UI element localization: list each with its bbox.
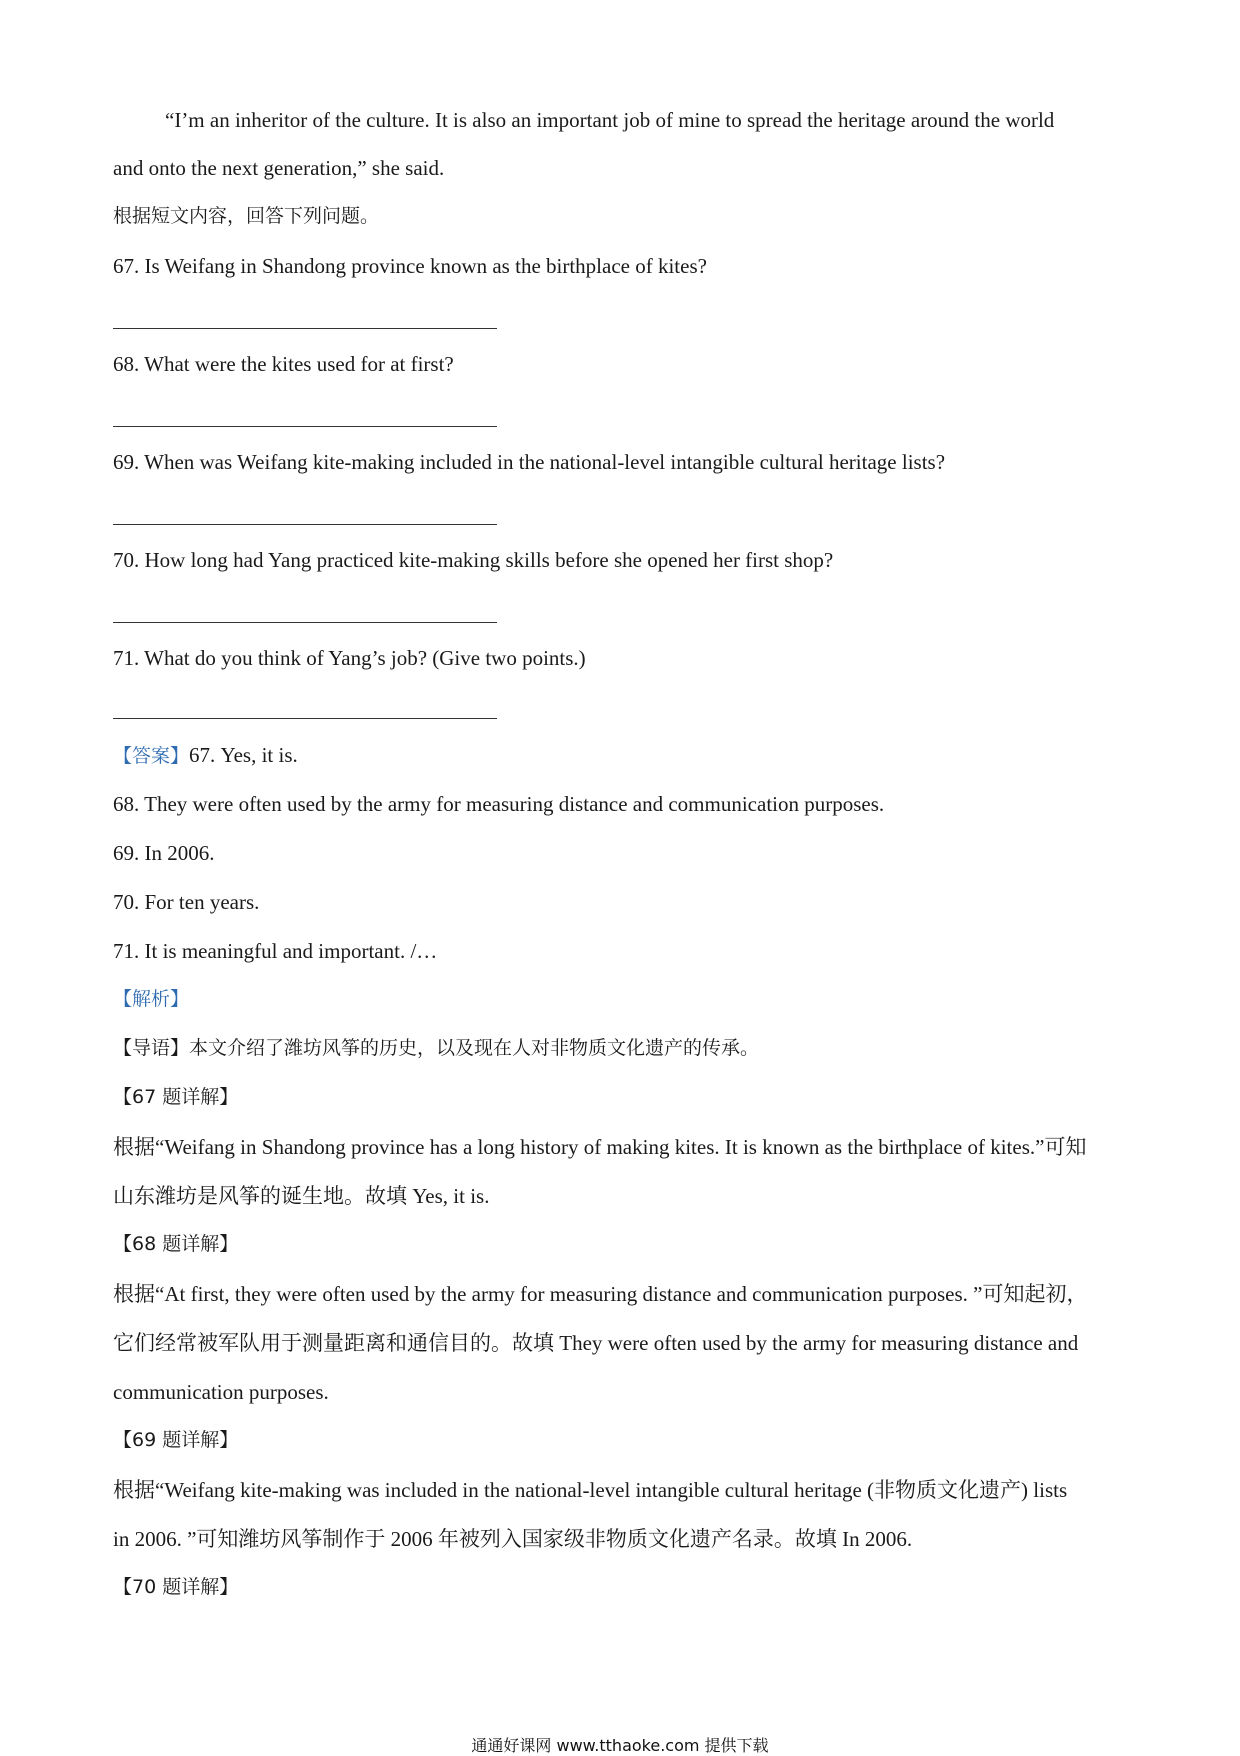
q67-heading: 【67 题详解】 [113, 1086, 239, 1108]
q67-explanation-line-2: 山东潍坊是风筝的诞生地。故填 Yes, it is. [113, 1184, 490, 1208]
answer-blank-68[interactable] [113, 426, 497, 427]
q68-explanation-line-2: 它们经常被军队用于测量距离和通信目的。故填 They were often used by the army for measuring distance and [113, 1331, 1079, 1355]
instruction: 根据短文内容，回答下列问题。 [113, 205, 380, 227]
passage-quote-line-2: and onto the next generation,” she said. [113, 156, 445, 180]
page-footer: 通通好课网 www.tthaoke.com 提供下载 [471, 1736, 769, 1755]
q68-explanation-line-1: 根据“At first, they were often used by the army for measuring distance and communication purposes. ”可知起初， [113, 1282, 1088, 1306]
question-69: 69. When was Weifang kite-making included in the national-level intangible cultural heritage lists? [113, 450, 946, 474]
question-67: 67. Is Weifang in Shandong province known as the birthplace of kites? [113, 254, 707, 278]
answer-70: 70. For ten years. [113, 890, 260, 914]
answer-blank-67[interactable] [113, 328, 497, 329]
answer-68: 68. They were often used by the army for measuring distance and communication purposes. [113, 792, 885, 816]
q67-explanation-line-1: 根据“Weifang in Shandong province has a long history of making kites. It is known as the birthplace of kites.”可知 [113, 1135, 1087, 1159]
q68-heading: 【68 题详解】 [113, 1233, 239, 1255]
question-68: 68. What were the kites used for at first? [113, 352, 454, 376]
answer-67: 67. Yes, it is. [189, 743, 298, 767]
q70-heading: 【70 题详解】 [113, 1576, 239, 1598]
question-70: 70. How long had Yang practiced kite-making skills before she opened her first shop? [113, 548, 834, 572]
answers-label: 【答案】 [113, 745, 190, 767]
q69-explanation-line-2: in 2006. ”可知潍坊风筝制作于 2006 年被列入国家级非物质文化遗产名录。故填 In 2006. [113, 1527, 913, 1551]
answer-blank-71[interactable] [113, 718, 497, 719]
answer-69: 69. In 2006. [113, 841, 215, 865]
answers-row-67 [113, 745, 298, 766]
passage-quote-line-1: “I’m an inheritor of the culture. It is also an important job of mine to spread the heritage around the world [165, 108, 1055, 132]
q69-heading: 【69 题详解】 [113, 1429, 239, 1451]
answer-blank-69[interactable] [113, 524, 497, 525]
question-71: 71. What do you think of Yang’s job? (Give two points.) [113, 646, 586, 670]
analysis-label: 【解析】 [113, 988, 190, 1010]
analysis-intro: 【导语】本文介绍了潍坊风筝的历史，以及现在人对非物质文化遗产的传承。 [113, 1037, 760, 1059]
answer-blank-70[interactable] [113, 622, 497, 623]
q69-explanation-line-1: 根据“Weifang kite-making was included in the national-level intangible cultural heritage (非物质文化遗产) lists [113, 1478, 1068, 1502]
answer-71: 71. It is meaningful and important. /… [113, 939, 438, 963]
q68-explanation-line-3: communication purposes. [113, 1380, 329, 1404]
